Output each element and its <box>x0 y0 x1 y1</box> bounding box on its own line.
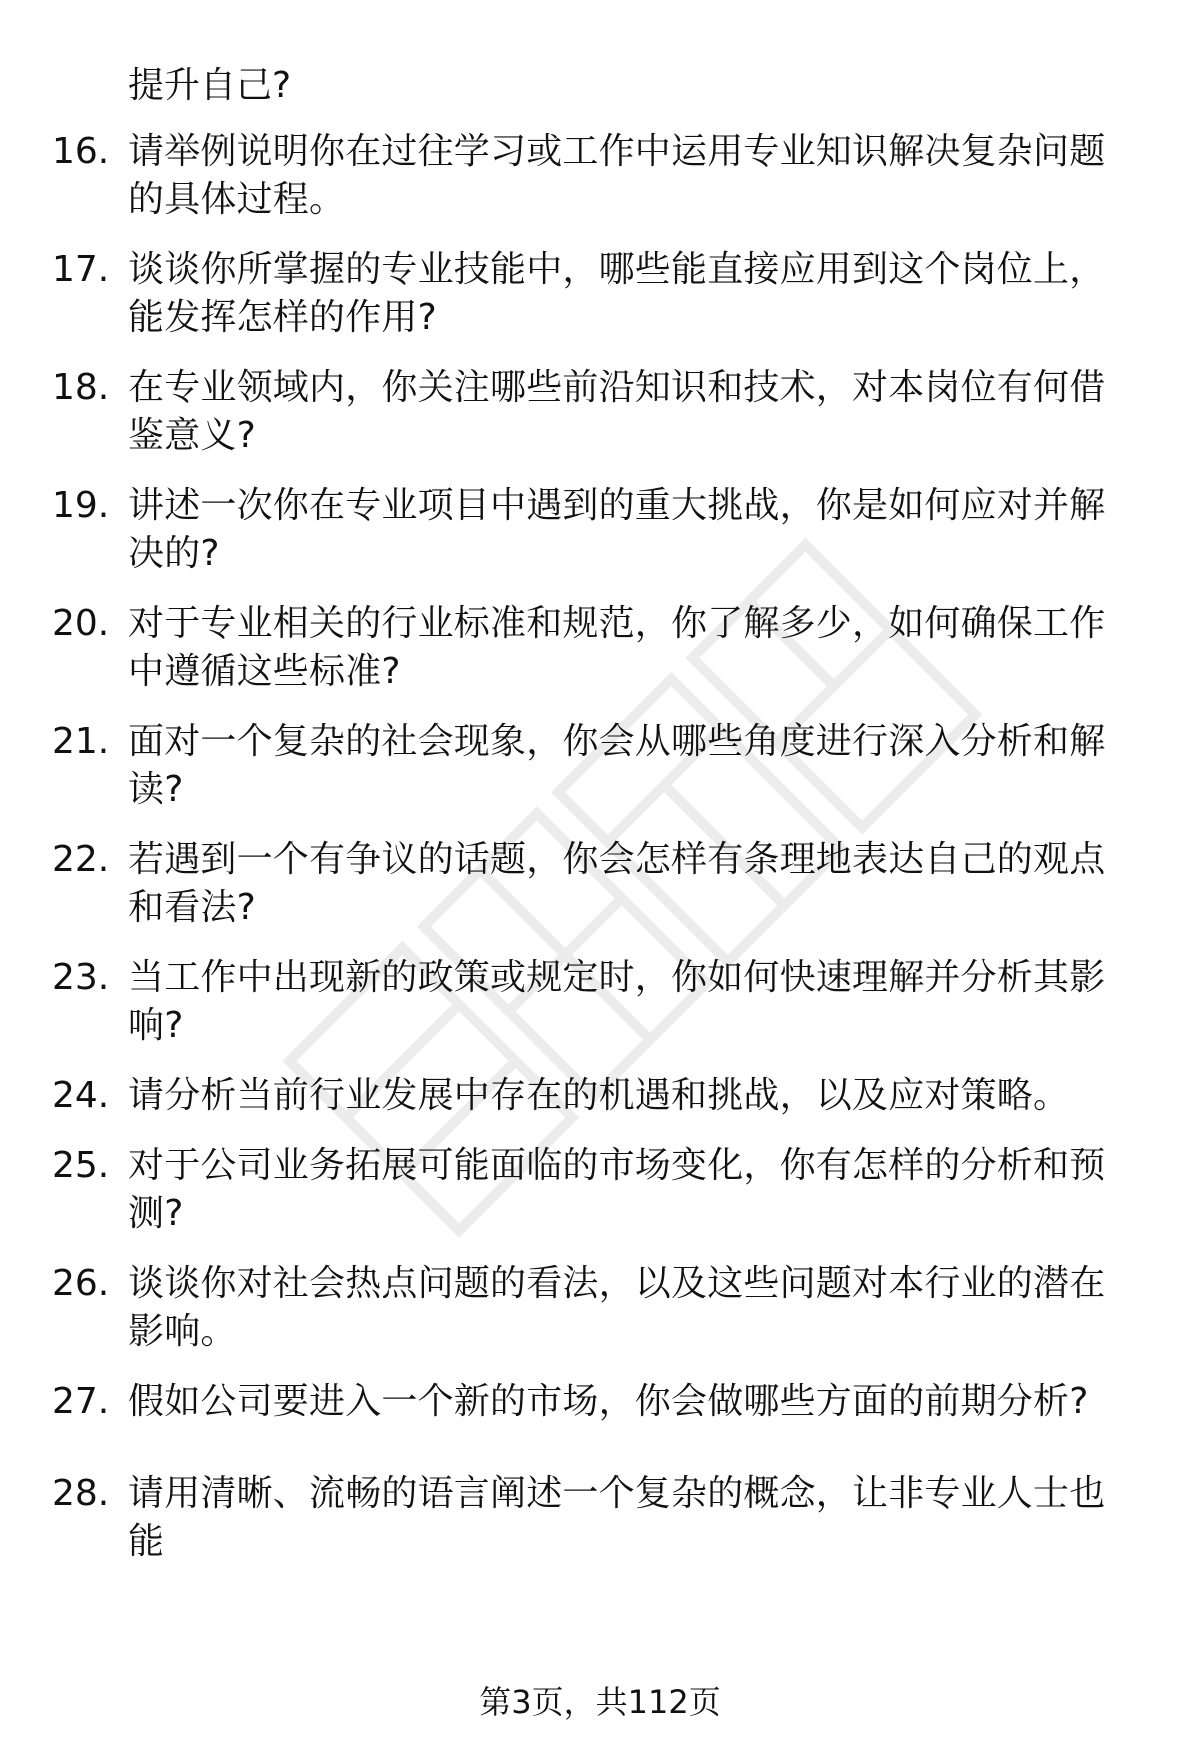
question-text: 对于公司业务拓展可能面临的市场变化，你有怎样的分析和预测? <box>128 1145 1106 1234</box>
question-text: 在专业领域内，你关注哪些前沿知识和技术，对本岗位有何借鉴意义? <box>128 367 1106 456</box>
question-number: 17. <box>52 249 110 290</box>
question-text: 面对一个复杂的社会现象，你会从哪些角度进行深入分析和解读? <box>128 721 1106 810</box>
question-number: 26. <box>52 1263 110 1304</box>
question-number: 28. <box>52 1473 110 1514</box>
continued-question-text: 提升自己? <box>128 65 292 106</box>
question-number: 21. <box>52 721 110 762</box>
question-text: 当工作中出现新的政策或规定时，你如何快速理解并分析其影响? <box>128 957 1106 1046</box>
question-number: 22. <box>52 839 110 880</box>
question-number: 19. <box>52 485 110 526</box>
question-text: 谈谈你所掌握的专业技能中，哪些能直接应用到这个岗位上，能发挥怎样的作用? <box>128 249 1106 338</box>
question-number: 23. <box>52 957 110 998</box>
page-footer: 第3页，共112页 <box>479 1683 721 1721</box>
question-text: 请分析当前行业发展中存在的机遇和挑战，以及应对策略。 <box>128 1075 1070 1116</box>
question-text: 请举例说明你在过往学习或工作中运用专业知识解决复杂问题的具体过程。 <box>128 131 1106 220</box>
question-number: 25. <box>52 1145 110 1186</box>
question-number: 16. <box>52 131 110 172</box>
question-text: 假如公司要进入一个新的市场，你会做哪些方面的前期分析? <box>128 1381 1089 1422</box>
question-number: 18. <box>52 367 110 408</box>
question-number: 27. <box>52 1381 110 1422</box>
question-text: 对于专业相关的行业标准和规范，你了解多少，如何确保工作中遵循这些标准? <box>128 603 1106 692</box>
question-text: 若遇到一个有争议的话题，你会怎样有条理地表达自己的观点和看法? <box>128 839 1106 928</box>
question-number: 24. <box>52 1075 110 1116</box>
question-number: 20. <box>52 603 110 644</box>
question-text: 谈谈你对社会热点问题的看法，以及这些问题对本行业的潜在影响。 <box>128 1263 1106 1352</box>
question-text: 讲述一次你在专业项目中遇到的重大挑战，你是如何应对并解决的? <box>128 485 1106 574</box>
question-text: 请用清晰、流畅的语言阐述一个复杂的概念，让非专业人士也能 <box>128 1473 1106 1562</box>
